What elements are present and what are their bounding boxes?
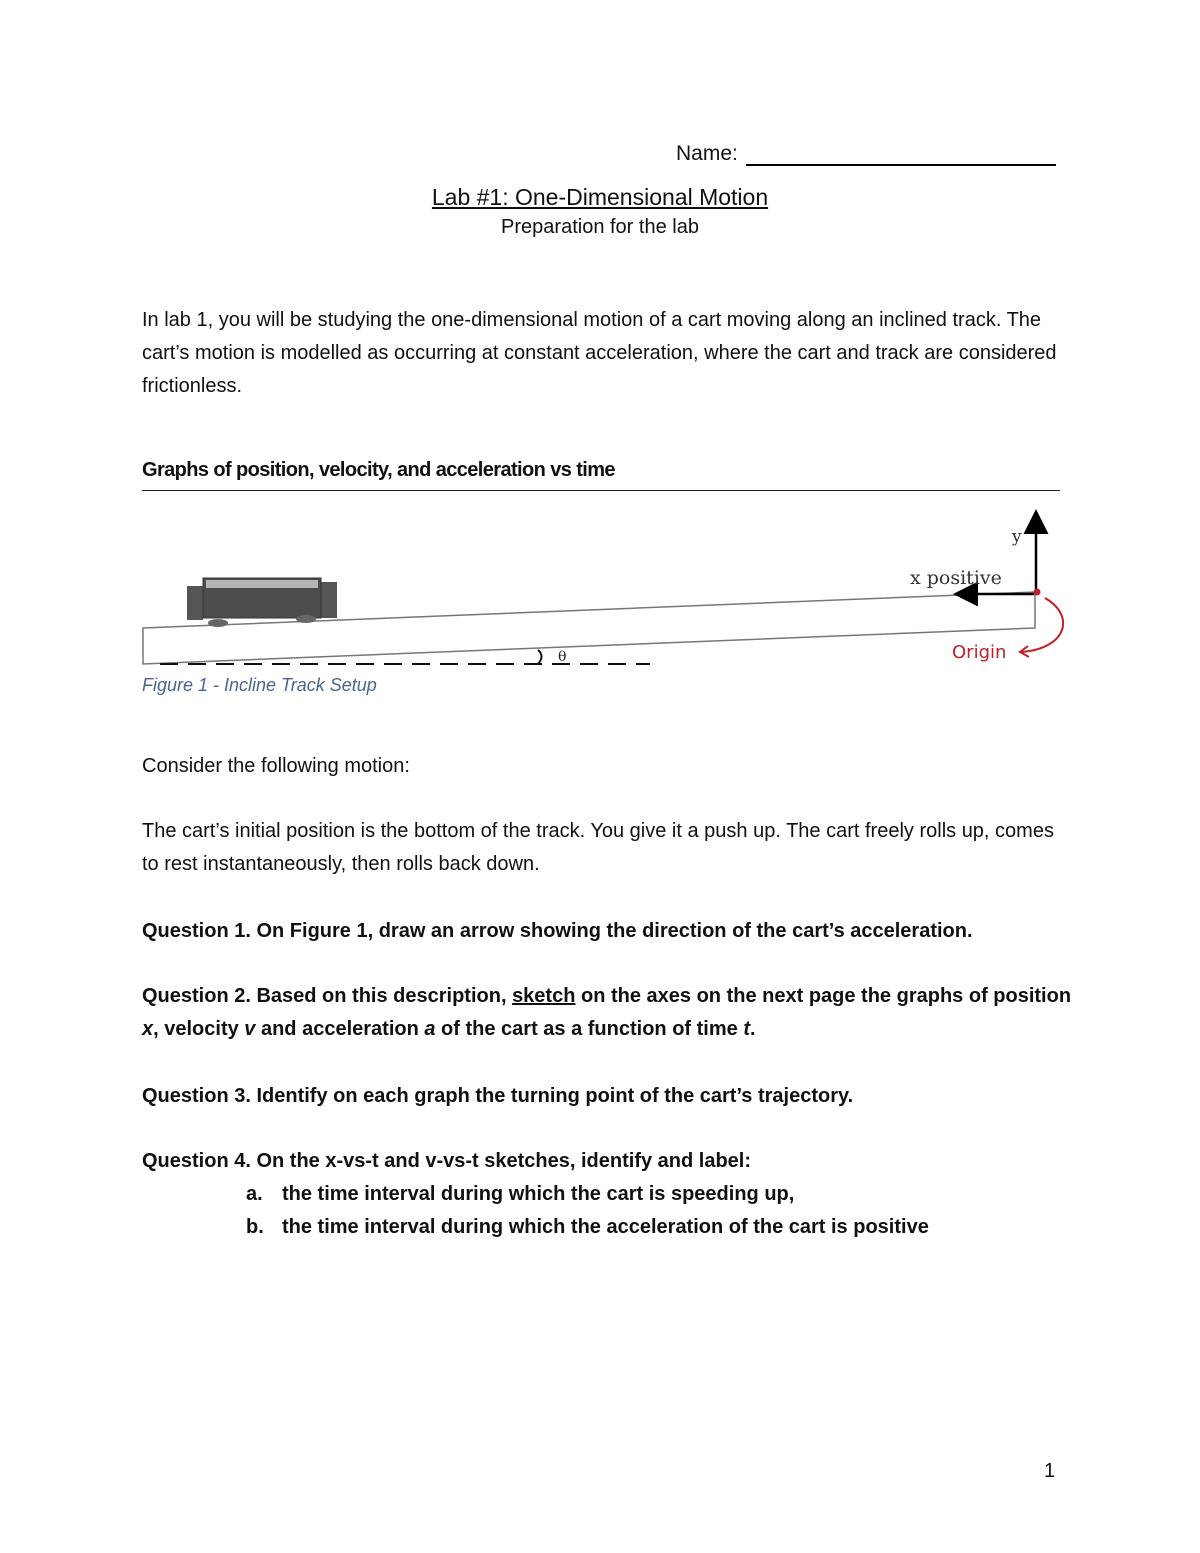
intro-paragraph: In lab 1, you will be studying the one-dimensional motion of a cart moving along an inclined track. The cart’s motion is modelled as occurring at constant acceleration, where the cart and track are considered frictionless. — [142, 309, 1057, 397]
section-heading: Graphs of position, velocity, and acceleration vs time — [142, 459, 615, 481]
y-axis-label: y — [1012, 527, 1022, 547]
page-number: 1 — [1044, 1460, 1056, 1482]
incline-track-figure — [140, 500, 1080, 680]
consider-text: Consider the following motion: — [142, 755, 410, 777]
origin-label: Origin — [952, 642, 1007, 663]
name-field-row — [676, 142, 1056, 166]
page-subtitle: Preparation for the lab — [501, 216, 699, 238]
question-2: Question 2. Based on this description, sketch on the axes on the next page the graphs of position x, velocity v and acceleration a of the cart as a function of time t. — [142, 985, 1072, 1040]
x-positive-label: x positive — [910, 567, 1002, 589]
cart-icon — [187, 578, 337, 627]
question-4-item-b: b. the time interval during which the acceleration of the cart is positive — [246, 1216, 929, 1238]
page-title: Lab #1: One-Dimensional Motion — [431, 184, 769, 210]
scenario-paragraph: The cart’s initial position is the bottom of the track. You give it a push up. The cart freely rolls up, comes to rest instantaneously, then rolls back down. — [142, 820, 1054, 875]
question-3: Question 3. Identify on each graph the turning point of the cart’s trajectory. — [142, 1085, 854, 1107]
question-4: Question 4. On the x-vs-t and v-vs-t sketches, identify and label: — [142, 1150, 752, 1172]
angle-arc — [538, 650, 542, 664]
name-blank-line[interactable] — [746, 144, 1056, 166]
section-divider — [142, 490, 1060, 491]
name-label: Name: — [676, 142, 738, 165]
question-1: Question 1. On Figure 1, draw an arrow showing the direction of the cart’s acceleration. — [142, 920, 973, 942]
sketch-emphasis: sketch — [512, 985, 576, 1007]
origin-dot — [1034, 589, 1041, 596]
figure-caption: Figure 1 - Incline Track Setup — [142, 675, 377, 695]
question-4-item-a: a. the time interval during which the cart is speeding up, — [246, 1183, 795, 1205]
angle-label: θ — [558, 649, 567, 665]
